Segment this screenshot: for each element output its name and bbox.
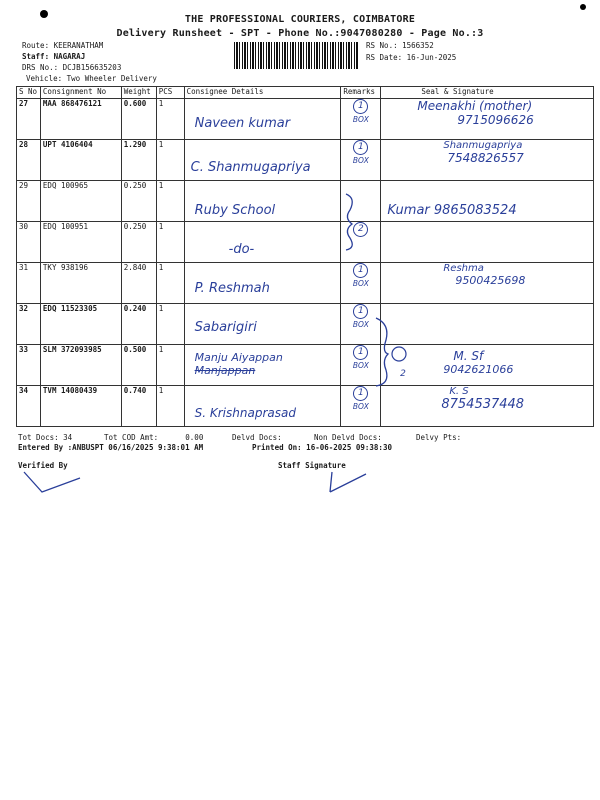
col-header-signature: Seal & Signature	[381, 87, 594, 99]
signature-cell	[381, 304, 594, 345]
remark-count: 2	[353, 222, 368, 237]
table-row	[17, 345, 594, 386]
remarks-cell	[341, 99, 381, 140]
weight-cell: 0.250	[121, 222, 156, 263]
sno-cell: 34	[17, 386, 41, 427]
drs-label: DRS No.: DCJB156635203	[22, 63, 122, 72]
col-header-pcs: PCS	[156, 87, 184, 99]
rs-no: RS No.: 1566352	[366, 41, 434, 50]
consignee-cell	[184, 222, 341, 263]
consignee-overwrite: Manjappan	[194, 364, 256, 377]
table-header-row	[17, 87, 594, 99]
sig-name: Shanmugapriya	[443, 140, 523, 151]
tot-docs: Tot Docs: 34	[18, 433, 73, 442]
rs-date: RS Date: 16-Jun-2025	[366, 53, 457, 62]
sig-name: Reshma	[443, 263, 484, 274]
remark-count: 1	[353, 140, 368, 155]
sig-phone: 9715096626	[457, 113, 534, 127]
weight-cell: 2.840	[121, 263, 156, 304]
pcs-cell: 1	[156, 99, 184, 140]
remarks-cell	[341, 140, 381, 181]
signature-cell	[381, 386, 594, 427]
sig-phone: 7548826557	[447, 151, 524, 165]
runsheet-table	[16, 86, 594, 427]
remark-count: 1	[353, 304, 368, 319]
pcs-cell: 1	[156, 263, 184, 304]
col-header-sno: S No	[17, 87, 41, 99]
col-header-remarks: Remarks	[341, 87, 381, 99]
signature-cell	[381, 222, 594, 263]
sno-cell: 31	[17, 263, 41, 304]
pcs-cell: 1	[156, 181, 184, 222]
consignee-cell	[184, 181, 341, 222]
remark-count: 1	[353, 386, 368, 401]
weight-cell: 0.250	[121, 181, 156, 222]
remark-word: BOX	[352, 156, 369, 165]
table-row	[17, 140, 594, 181]
weight-cell: 0.740	[121, 386, 156, 427]
consignee-cell	[184, 263, 341, 304]
signature-cell	[381, 345, 594, 386]
non-delvd-docs: Non Delvd Docs:	[314, 433, 382, 442]
remark-count: 1	[353, 99, 368, 114]
table-row	[17, 181, 594, 222]
pcs-cell: 1	[156, 140, 184, 181]
consignment-cell: SLM 372093985	[40, 345, 121, 386]
consignee-cell	[184, 345, 341, 386]
tot-cod: Tot COD Amt: 0.00	[104, 433, 204, 442]
consignee-cell	[184, 386, 341, 427]
table-row	[17, 99, 594, 140]
consignee-name: Manju Aiyappan	[194, 351, 283, 364]
remark-count: 1	[353, 263, 368, 278]
verified-by-label: Verified By	[18, 461, 68, 470]
runsheet-title: Delivery Runsheet - SPT - Phone No.:9047080280 - Page No.:3	[116, 28, 484, 39]
signature-cell	[381, 99, 594, 140]
sno-cell: 32	[17, 304, 41, 345]
col-header-weight: Weight	[121, 87, 156, 99]
weight-cell: 0.500	[121, 345, 156, 386]
delvy-pts: Delvy Pts:	[416, 433, 462, 442]
remarks-cell	[341, 263, 381, 304]
consignment-cell: EDQ 11523305	[40, 304, 121, 345]
sig-name: K. S	[449, 386, 469, 397]
weight-cell: 1.290	[121, 140, 156, 181]
remark-word: BOX	[352, 402, 369, 411]
sno-cell: 29	[17, 181, 41, 222]
staff-label: Staff: NAGARAJ	[22, 52, 86, 61]
table-row	[17, 222, 594, 263]
staff-signature-icon	[316, 466, 376, 496]
group-brace-icon	[340, 192, 370, 252]
consignee-name: S. Krishnaprasad	[194, 406, 296, 420]
consignee-cell	[184, 140, 341, 181]
consignment-cell: EDQ 100951	[40, 222, 121, 263]
pcs-cell: 1	[156, 345, 184, 386]
col-header-consignment: Consignment No	[40, 87, 121, 99]
scan-dot	[580, 4, 586, 10]
route-label: Route: KEERANATHAM	[22, 41, 104, 50]
pcs-cell: 1	[156, 222, 184, 263]
signature-cell	[381, 263, 594, 304]
weight-cell: 0.600	[121, 99, 156, 140]
remark-word: BOX	[352, 115, 369, 124]
scan-dot	[40, 10, 48, 18]
signature-cell	[381, 181, 594, 222]
consignee-cell	[184, 99, 341, 140]
company-title: THE PROFESSIONAL COURIERS, COIMBATORE	[184, 14, 416, 25]
barcode	[234, 42, 358, 69]
printed-on: Printed On: 16-06-2025 09:38:30	[252, 443, 392, 452]
sig-phone: 8754537448	[441, 397, 525, 412]
sig-phone: 9042621066	[443, 363, 514, 376]
pcs-cell: 1	[156, 386, 184, 427]
remarks-cell	[341, 386, 381, 427]
pcs-cell: 1	[156, 304, 184, 345]
table-row	[17, 263, 594, 304]
consignee-name: P. Reshmah	[194, 281, 270, 296]
consignment-cell: TVM 14080439	[40, 386, 121, 427]
consignee-name: Ruby School	[194, 203, 276, 218]
sno-cell: 28	[17, 140, 41, 181]
consignee-name: Naveen kumar	[194, 116, 291, 131]
remark-word: BOX	[352, 361, 369, 370]
sig-phone: Kumar 9865083524	[387, 203, 517, 218]
consignment-cell: MAA 868476121	[40, 99, 121, 140]
consignment-cell: EDQ 100965	[40, 181, 121, 222]
sig-name: Meenakhi (mother)	[417, 99, 533, 113]
consignee-name: Sabarigiri	[194, 320, 257, 335]
entered-by: Entered By :ANBUSPT 06/16/2025 9:38:01 AM	[18, 443, 204, 452]
sig-phone: 9500425698	[455, 274, 526, 287]
col-header-consignee: Consignee Details	[184, 87, 341, 99]
consignee-cell	[184, 304, 341, 345]
delvd-docs: Delvd Docs:	[232, 433, 282, 442]
staff-signature-label: Staff Signature	[278, 461, 346, 470]
consignee-name: -do-	[228, 242, 255, 257]
table-row	[17, 386, 594, 427]
sno-cell: 33	[17, 345, 41, 386]
sig-name: M. Sf	[453, 349, 484, 363]
consignment-cell: UPT 4106404	[40, 140, 121, 181]
consignment-cell: TKY 938196	[40, 263, 121, 304]
vehicle-label: Vehicle: Two Wheeler Delivery	[26, 74, 157, 83]
remark-count: 1	[353, 345, 368, 360]
sno-cell: 30	[17, 222, 41, 263]
group-count: 2	[400, 369, 406, 379]
sno-cell: 27	[17, 99, 41, 140]
remark-word: BOX	[352, 320, 369, 329]
signature-cell	[381, 140, 594, 181]
table-row	[17, 304, 594, 345]
verified-signature-icon	[20, 468, 90, 496]
consignee-name: C. Shanmugapriya	[190, 160, 311, 175]
remark-word: BOX	[352, 279, 369, 288]
weight-cell: 0.240	[121, 304, 156, 345]
